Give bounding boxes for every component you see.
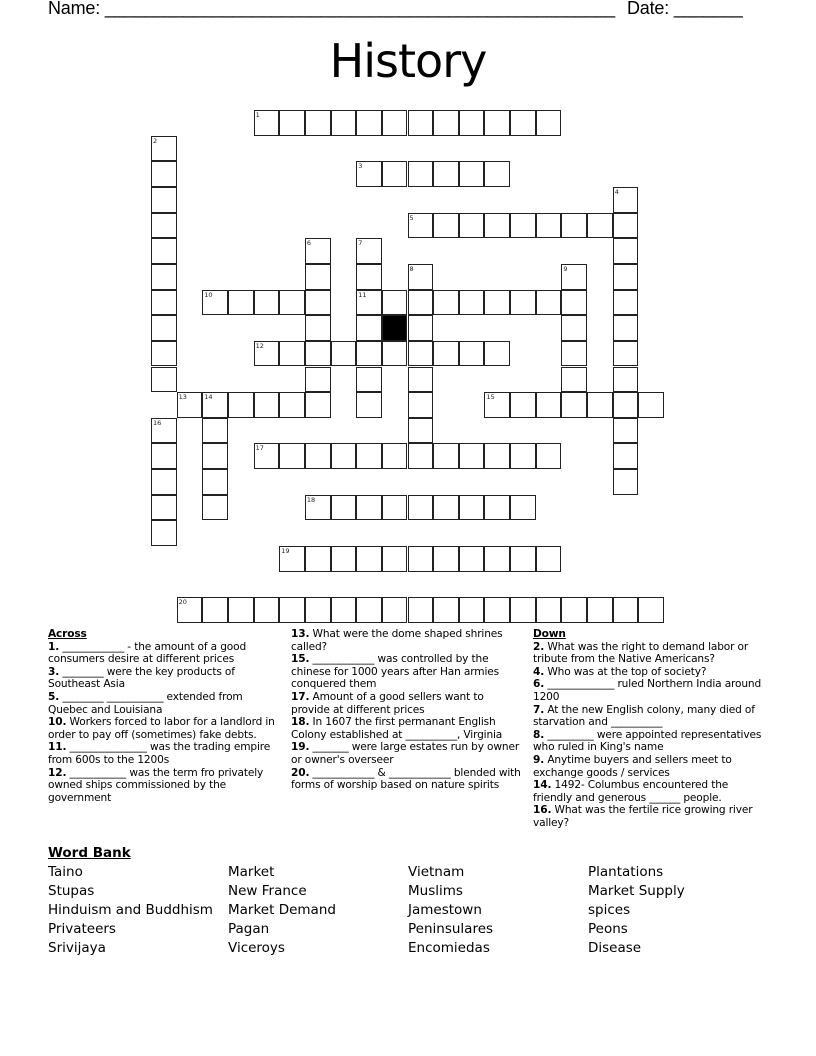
clue-item: 6. _____________ ruled Northern India around 1200: [533, 678, 762, 703]
across-clues-column-1: [48, 628, 280, 804]
word-bank-item: Stupas: [48, 883, 95, 899]
clue-item: 8. _________ were appointed representatives who ruled in King's name: [533, 728, 762, 754]
grid-cell[interactable]: [151, 264, 177, 290]
grid-cell[interactable]: [279, 443, 305, 469]
word-bank-item: Vietnam: [408, 864, 465, 880]
clue-item: 7. At the new English colony, many died of starvation and __________: [533, 703, 755, 729]
grid-cell[interactable]: [151, 187, 177, 213]
clue-item-number: 7.: [533, 703, 545, 716]
clue-number: 8: [409, 264, 414, 273]
grid-cell[interactable]: [433, 443, 459, 469]
clue-item: 14. 1492- Columbus encountered the friendly and generous ______ people.: [533, 779, 729, 804]
grid-cell[interactable]: [613, 264, 639, 290]
grid-cell[interactable]: [202, 597, 228, 623]
word-bank-item: New France: [228, 883, 307, 899]
grid-cell[interactable]: [228, 392, 254, 418]
word-bank-item: Taino: [48, 864, 83, 880]
grid-cell[interactable]: [510, 495, 536, 521]
word-bank-item: Plantations: [588, 864, 664, 880]
across-clues-column-2: [291, 628, 523, 792]
grid-cell[interactable]: [408, 161, 434, 187]
grid-cell[interactable]: [382, 110, 408, 136]
grid-cell[interactable]: [254, 597, 280, 623]
grid-cell[interactable]: [177, 597, 203, 623]
grid-cell[interactable]: [408, 418, 434, 444]
clue-number: 5: [409, 213, 414, 222]
word-bank-item: Jamestown: [408, 902, 482, 918]
grid-cell[interactable]: [382, 495, 408, 521]
grid-cell[interactable]: [408, 213, 434, 239]
clue-item-number: 5.: [48, 690, 60, 703]
grid-cell[interactable]: [356, 367, 382, 393]
grid-cell[interactable]: [356, 597, 382, 623]
clue-item-number: 11.: [48, 741, 67, 754]
clue-number: 7: [358, 239, 363, 248]
grid-cell[interactable]: [561, 341, 587, 367]
word-bank-item: Disease: [588, 940, 642, 956]
grid-cell[interactable]: [356, 495, 382, 521]
grid-cell[interactable]: [202, 469, 228, 495]
word-bank-title: Word Bank: [48, 845, 131, 861]
grid-cell[interactable]: [484, 392, 510, 418]
grid-cell[interactable]: [382, 341, 408, 367]
grid-cell[interactable]: [459, 213, 485, 239]
grid-cell[interactable]: [305, 495, 331, 521]
clue-item: 9. Anytime buyers and sellers meet to exchange goods / services: [533, 753, 732, 779]
grid-cell[interactable]: [305, 238, 331, 264]
grid-cell[interactable]: [408, 443, 434, 469]
word-bank-item: Market Supply: [588, 883, 685, 899]
grid-cell[interactable]: [356, 110, 382, 136]
grid-cell[interactable]: [408, 341, 434, 367]
grid-cell[interactable]: [356, 161, 382, 187]
grid-cell[interactable]: [613, 238, 639, 264]
grid-cell[interactable]: [151, 238, 177, 264]
grid-cell[interactable]: [408, 315, 434, 341]
grid-cell[interactable]: [510, 290, 536, 316]
grid-cell[interactable]: [254, 341, 280, 367]
grid-cell[interactable]: [510, 597, 536, 623]
clue-number: 11: [358, 290, 367, 299]
grid-cell[interactable]: [382, 161, 408, 187]
grid-cell[interactable]: [561, 290, 587, 316]
word-bank-item: Market: [228, 864, 275, 880]
grid-cell[interactable]: [305, 392, 331, 418]
clue-item-number: 20.: [291, 766, 310, 779]
word-bank-item: Privateers: [48, 921, 116, 937]
clue-number: 10: [204, 290, 213, 299]
word-bank-item: Hinduism and Buddhism: [48, 902, 213, 918]
grid-cell[interactable]: [151, 161, 177, 187]
grid-cell[interactable]: [202, 418, 228, 444]
grid-cell[interactable]: [433, 546, 459, 572]
grid-cell[interactable]: [331, 443, 357, 469]
name-field-label: Name: ____________________________________________________: [48, 0, 615, 18]
grid-cell[interactable]: [279, 546, 305, 572]
grid-cell[interactable]: [561, 264, 587, 290]
grid-cell[interactable]: [433, 290, 459, 316]
grid-cell[interactable]: [536, 392, 562, 418]
clue-item-number: 13.: [291, 628, 310, 640]
grid-cell[interactable]: [484, 213, 510, 239]
word-bank-item: spices: [588, 902, 631, 918]
grid-cell[interactable]: [510, 443, 536, 469]
grid-cell[interactable]: [613, 187, 639, 213]
grid-cell[interactable]: [228, 597, 254, 623]
clue-item-number: 19.: [291, 741, 310, 754]
word-bank-item: Muslims: [408, 883, 463, 899]
grid-cell[interactable]: [408, 546, 434, 572]
clue-number: 18: [306, 495, 316, 504]
grid-cell[interactable]: [151, 469, 177, 495]
grid-cell[interactable]: [356, 238, 382, 264]
grid-cell[interactable]: [484, 161, 510, 187]
grid-cell[interactable]: [484, 341, 510, 367]
date-field-label: Date: _______: [627, 0, 743, 18]
grid-cell[interactable]: [484, 597, 510, 623]
clue-item: 20. ____________ & ____________ blended with forms of worship based on nature spirits: [291, 766, 521, 792]
grid-cell[interactable]: [331, 495, 357, 521]
clue-item-number: 2.: [533, 640, 545, 653]
grid-cell[interactable]: [356, 341, 382, 367]
grid-cell[interactable]: [561, 597, 587, 623]
grid-cell[interactable]: [382, 443, 408, 469]
black-cell: [382, 315, 408, 341]
clue-number: 16: [153, 418, 162, 427]
clue-number: 12: [255, 341, 264, 350]
grid-cell[interactable]: [408, 367, 434, 393]
grid-cell[interactable]: [433, 213, 459, 239]
grid-cell[interactable]: [561, 392, 587, 418]
grid-cell[interactable]: [356, 546, 382, 572]
grid-cell[interactable]: [305, 264, 331, 290]
grid-cell[interactable]: [561, 213, 587, 239]
grid-cell[interactable]: [151, 367, 177, 393]
grid-cell[interactable]: [331, 546, 357, 572]
grid-cell[interactable]: [151, 290, 177, 316]
grid-cell[interactable]: [433, 110, 459, 136]
grid-cell[interactable]: [408, 290, 434, 316]
grid-cell[interactable]: [613, 341, 639, 367]
clue-item: 4. Who was at the top of society?: [533, 665, 707, 678]
word-bank-item: Market Demand: [228, 902, 336, 918]
grid-cell[interactable]: [305, 367, 331, 393]
clue-item-number: 3.: [48, 665, 60, 678]
grid-cell[interactable]: [536, 443, 562, 469]
grid-cell[interactable]: [587, 392, 613, 418]
clue-item-number: 17.: [291, 690, 310, 703]
grid-cell[interactable]: [459, 495, 485, 521]
clue-item: 13. What were the dome shaped shrines called?: [291, 628, 503, 653]
clue-number: 4: [614, 187, 619, 196]
word-bank-item: Srivijaya: [48, 940, 106, 956]
grid-cell[interactable]: [613, 367, 639, 393]
grid-cell[interactable]: [484, 546, 510, 572]
clue-item-number: 9.: [533, 753, 545, 766]
grid-cell[interactable]: [151, 341, 177, 367]
grid-cell[interactable]: [408, 264, 434, 290]
grid-cell[interactable]: [279, 290, 305, 316]
grid-cell[interactable]: [254, 110, 280, 136]
grid-cell[interactable]: [459, 290, 485, 316]
clue-number: 6: [306, 239, 312, 248]
clue-number: 13: [178, 393, 187, 402]
grid-cell[interactable]: [356, 392, 382, 418]
clue-number: 20: [178, 598, 187, 607]
grid-cell[interactable]: [613, 315, 639, 341]
grid-cell[interactable]: [613, 213, 639, 239]
grid-cell[interactable]: [536, 110, 562, 136]
grid-cell[interactable]: [459, 341, 485, 367]
word-bank-item: Peninsulares: [408, 921, 494, 937]
grid-cell[interactable]: [177, 392, 203, 418]
grid-cell[interactable]: [254, 290, 280, 316]
grid-cell[interactable]: [484, 290, 510, 316]
grid-cell[interactable]: [305, 290, 331, 316]
grid-cell[interactable]: [356, 264, 382, 290]
clue-item: 19. _______ were large estates run by owner or owner's overseer: [291, 741, 520, 766]
word-bank-item: Peons: [588, 921, 628, 937]
clue-item-number: 15.: [291, 653, 310, 666]
grid-cell[interactable]: [459, 546, 485, 572]
grid-cell[interactable]: [510, 392, 536, 418]
clue-item: 18. In 1607 the first permanant English Colony established at __________, Virginia: [291, 716, 503, 741]
grid-cell[interactable]: [305, 315, 331, 341]
clue-item: 17. Amount of a good sellers want to provide at different prices: [291, 690, 484, 716]
clue-number: 19: [281, 547, 290, 556]
grid-cell[interactable]: [459, 110, 485, 136]
clue-item-number: 8.: [533, 728, 545, 741]
grid-cell[interactable]: [484, 110, 510, 136]
grid-cell[interactable]: [151, 495, 177, 521]
clue-number: 2: [153, 136, 158, 145]
grid-cell[interactable]: [202, 443, 228, 469]
clue-item: 3. ________ were the key products of Southeast Asia: [48, 665, 235, 691]
grid-cell[interactable]: [613, 443, 639, 469]
grid-cell[interactable]: [587, 597, 613, 623]
clue-item-number: 16.: [533, 804, 552, 817]
grid-cell[interactable]: [536, 213, 562, 239]
clue-item-number: 12.: [48, 766, 67, 779]
grid-cell[interactable]: [279, 597, 305, 623]
grid-cell[interactable]: [279, 110, 305, 136]
grid-cell[interactable]: [433, 495, 459, 521]
word-bank-item: Viceroys: [228, 940, 285, 956]
grid-cell[interactable]: [254, 392, 280, 418]
grid-cell[interactable]: [459, 443, 485, 469]
grid-cell[interactable]: [279, 392, 305, 418]
grid-cell[interactable]: [305, 546, 331, 572]
grid-cell[interactable]: [638, 392, 664, 418]
grid-cell[interactable]: [536, 546, 562, 572]
grid-cell[interactable]: [408, 597, 434, 623]
grid-cell[interactable]: [510, 213, 536, 239]
clue-item: 16. What was the fertile rice growing river valley?: [533, 804, 753, 829]
grid-cell[interactable]: [613, 290, 639, 316]
grid-cell[interactable]: [305, 597, 331, 623]
grid-cell[interactable]: [613, 597, 639, 623]
word-bank-item: Encomiedas: [408, 940, 490, 956]
grid-cell[interactable]: [484, 443, 510, 469]
clue-item-number: 18.: [291, 716, 310, 729]
grid-cell[interactable]: [613, 392, 639, 418]
clue-item: 12. ___________ was the term fro privately owned ships commissioned by the government: [48, 766, 264, 804]
clue-item-number: 1.: [48, 640, 60, 653]
grid-cell[interactable]: [510, 110, 536, 136]
grid-cell[interactable]: [228, 290, 254, 316]
grid-cell[interactable]: [202, 290, 228, 316]
clue-number: 3: [358, 162, 363, 171]
word-bank: [48, 863, 768, 958]
grid-cell[interactable]: [561, 315, 587, 341]
clue-item: 11. _______________ was the trading empire from 600s to the 1200s: [48, 741, 271, 766]
down-heading: Down: [533, 628, 566, 640]
clue-item: 1. ____________ - the amount of a good consumers desire at different prices: [48, 640, 247, 666]
grid-cell[interactable]: [638, 597, 664, 623]
clue-number: 17: [255, 444, 264, 453]
grid-cell[interactable]: [151, 213, 177, 239]
clue-number: 1: [255, 111, 260, 119]
grid-cell[interactable]: [382, 290, 408, 316]
grid-cell[interactable]: [305, 443, 331, 469]
grid-cell[interactable]: [408, 110, 434, 136]
word-bank-item: Pagan: [228, 921, 270, 937]
grid-cell[interactable]: [356, 443, 382, 469]
grid-cell[interactable]: [151, 418, 177, 444]
grid-cell[interactable]: [356, 315, 382, 341]
grid-cell[interactable]: [408, 392, 434, 418]
grid-cell[interactable]: [202, 495, 228, 521]
clue-item: 15. ____________ was controlled by the chinese for 1000 years after Han armies conquered them: [291, 653, 499, 691]
grid-cell[interactable]: [408, 495, 434, 521]
grid-cell[interactable]: [331, 341, 357, 367]
grid-cell[interactable]: [305, 110, 331, 136]
grid-cell[interactable]: [433, 597, 459, 623]
clue-number: 9: [563, 264, 568, 273]
grid-cell[interactable]: [305, 341, 331, 367]
grid-cell[interactable]: [254, 443, 280, 469]
grid-cell[interactable]: [151, 443, 177, 469]
grid-cell[interactable]: [459, 597, 485, 623]
clue-item-number: 14.: [533, 779, 552, 792]
grid-cell[interactable]: [587, 213, 613, 239]
grid-cell[interactable]: [433, 161, 459, 187]
grid-cell[interactable]: [561, 367, 587, 393]
grid-cell[interactable]: [484, 495, 510, 521]
clue-item-number: 4.: [533, 665, 545, 678]
grid-cell[interactable]: [613, 418, 639, 444]
clue-item-number: 6.: [533, 678, 545, 691]
grid-cell[interactable]: [356, 290, 382, 316]
grid-cell[interactable]: [433, 341, 459, 367]
clue-item: 5. ________ ___________ extended from Quebec and Louisiana: [48, 690, 243, 716]
clue-item: 2. What was the right to demand labor or tribute from the Native Americans?: [533, 640, 749, 666]
across-heading: Across: [48, 628, 87, 640]
down-clues-column: [533, 628, 768, 830]
grid-cell[interactable]: [459, 161, 485, 187]
grid-cell[interactable]: [382, 546, 408, 572]
clue-number: 15: [486, 393, 495, 402]
grid-cell[interactable]: [382, 597, 408, 623]
grid-cell[interactable]: [510, 546, 536, 572]
grid-cell[interactable]: [151, 520, 177, 546]
clue-item: 10. Workers forced to labor for a landlord in order to pay off (sometimes) fake debts.: [48, 716, 275, 741]
grid-cell[interactable]: [151, 136, 177, 162]
grid-cell[interactable]: [151, 315, 177, 341]
grid-cell[interactable]: [202, 392, 228, 418]
grid-cell[interactable]: [536, 290, 562, 316]
grid-cell[interactable]: [613, 469, 639, 495]
clue-item-number: 10.: [48, 716, 67, 729]
clue-number: 14: [204, 393, 213, 402]
grid-cell[interactable]: [331, 597, 357, 623]
page-title: History: [329, 34, 487, 88]
grid-cell[interactable]: [536, 597, 562, 623]
grid-cell[interactable]: [331, 110, 357, 136]
grid-cell[interactable]: [279, 341, 305, 367]
